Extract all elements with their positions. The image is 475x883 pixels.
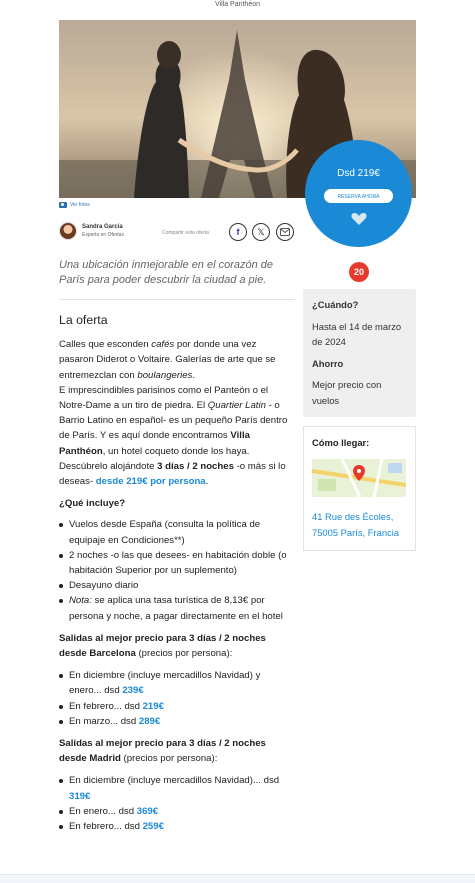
avatar <box>59 222 77 240</box>
list-item: Desayuno diario <box>59 578 291 593</box>
author-role: Experta en Ofertas <box>82 232 124 238</box>
author-name: Sandra García <box>82 224 123 230</box>
reserve-button[interactable]: RESERVA AHORA <box>323 188 394 204</box>
address-link[interactable]: 41 Rue des Écoles, 75005 París, Francia <box>312 511 400 538</box>
offer-paragraph-2: E imprescindibles parisinos como el Panteón o el Notre-Dame a un tiro de piedra. El Quartier Latin - o Barrio Latino en español- es un pequeño París dentro de París. Y es aquí donde encontramos Villa Panthéon, un hotel coqueto donde los haya. Descúbrelo alojándote 3 días / 2 noches -o más si lo deseas- desde 219€ por persona. <box>59 384 288 488</box>
saving-text: Mejor precio con vuelos <box>312 379 382 406</box>
list-item: En marzo... dsd 289€ <box>59 714 291 729</box>
list-item: En febrero... dsd 259€ <box>59 819 291 834</box>
includes-list <box>59 517 291 623</box>
list-item: Vuelos desde España (consulta la política de equipaje en Condiciones**) <box>59 517 291 547</box>
list-item: En enero... dsd 369€ <box>59 804 291 819</box>
when-text: Hasta el 14 de marzo de 2024 <box>312 320 402 347</box>
badge-number: 20 <box>353 267 364 277</box>
email-share-button[interactable] <box>276 223 294 241</box>
page-title: Villa Panthéon <box>214 1 261 8</box>
when-box <box>303 289 416 417</box>
list-item: En febrero... dsd 219€ <box>59 699 291 714</box>
tagline: Una ubicación inmejorable en el corazón de París para poder descubrir la ciudad a pie. <box>59 259 274 286</box>
barcelona-heading: Salidas al mejor precio para 3 días / 2 noches desde Barcelona (precios por persona): <box>59 632 266 660</box>
share-label: Compartir esta oferta <box>162 230 209 236</box>
camera-icon <box>59 202 67 208</box>
price-label: Dsd 219€ <box>337 168 380 179</box>
when-heading: ¿Cuándo? <box>312 299 359 310</box>
offer-paragraph-1: Calles que esconden cafés por donde una vez pasaron Diderot o Voltaire. Galerías de arte que se entremezclan con boulangeries. <box>59 339 276 381</box>
list-item: En diciembre (incluye mercadillos Navidad)... dsd 319€ <box>59 773 291 803</box>
x-share-button[interactable] <box>252 223 270 241</box>
rating-badge <box>349 262 369 282</box>
barcelona-prices <box>59 668 291 729</box>
saving-heading: Ahorro <box>312 357 344 369</box>
author-block <box>59 222 124 240</box>
facebook-icon: f <box>236 227 240 237</box>
directions-heading: Cómo llegar: <box>312 437 370 448</box>
x-icon: 𝕏 <box>257 226 265 237</box>
madrid-prices <box>59 773 291 834</box>
offer-heading: La oferta <box>59 313 108 327</box>
price-box <box>305 140 412 247</box>
list-item: 2 noches -o las que desees- en habitación doble (o habitación Superior por un suplemento) <box>59 548 291 578</box>
bottom-bar <box>0 874 475 883</box>
offer-content <box>59 313 291 834</box>
price-link[interactable]: desde 219€ por persona <box>95 476 206 488</box>
madrid-heading: Salidas al mejor precio para 3 días / 2 noches desde Madrid (precios por persona): <box>59 738 266 765</box>
view-photos-link[interactable] <box>59 202 90 208</box>
view-photos-label: Ver fotos <box>70 202 90 208</box>
directions-box <box>303 426 416 551</box>
heart-icon[interactable] <box>351 212 367 226</box>
mail-icon <box>280 228 290 236</box>
list-item: Nota: se aplica una tasa turística de 8,13€ por persona y noche, a pagar directamente en el hotel <box>59 593 291 623</box>
includes-heading: ¿Qué incluye? <box>59 498 126 510</box>
map-thumbnail[interactable] <box>312 459 406 497</box>
list-item: En diciembre (incluye mercadillos Navidad) y enero... dsd 239€ <box>59 668 291 698</box>
facebook-share-button[interactable] <box>229 223 247 241</box>
divider <box>59 299 295 300</box>
